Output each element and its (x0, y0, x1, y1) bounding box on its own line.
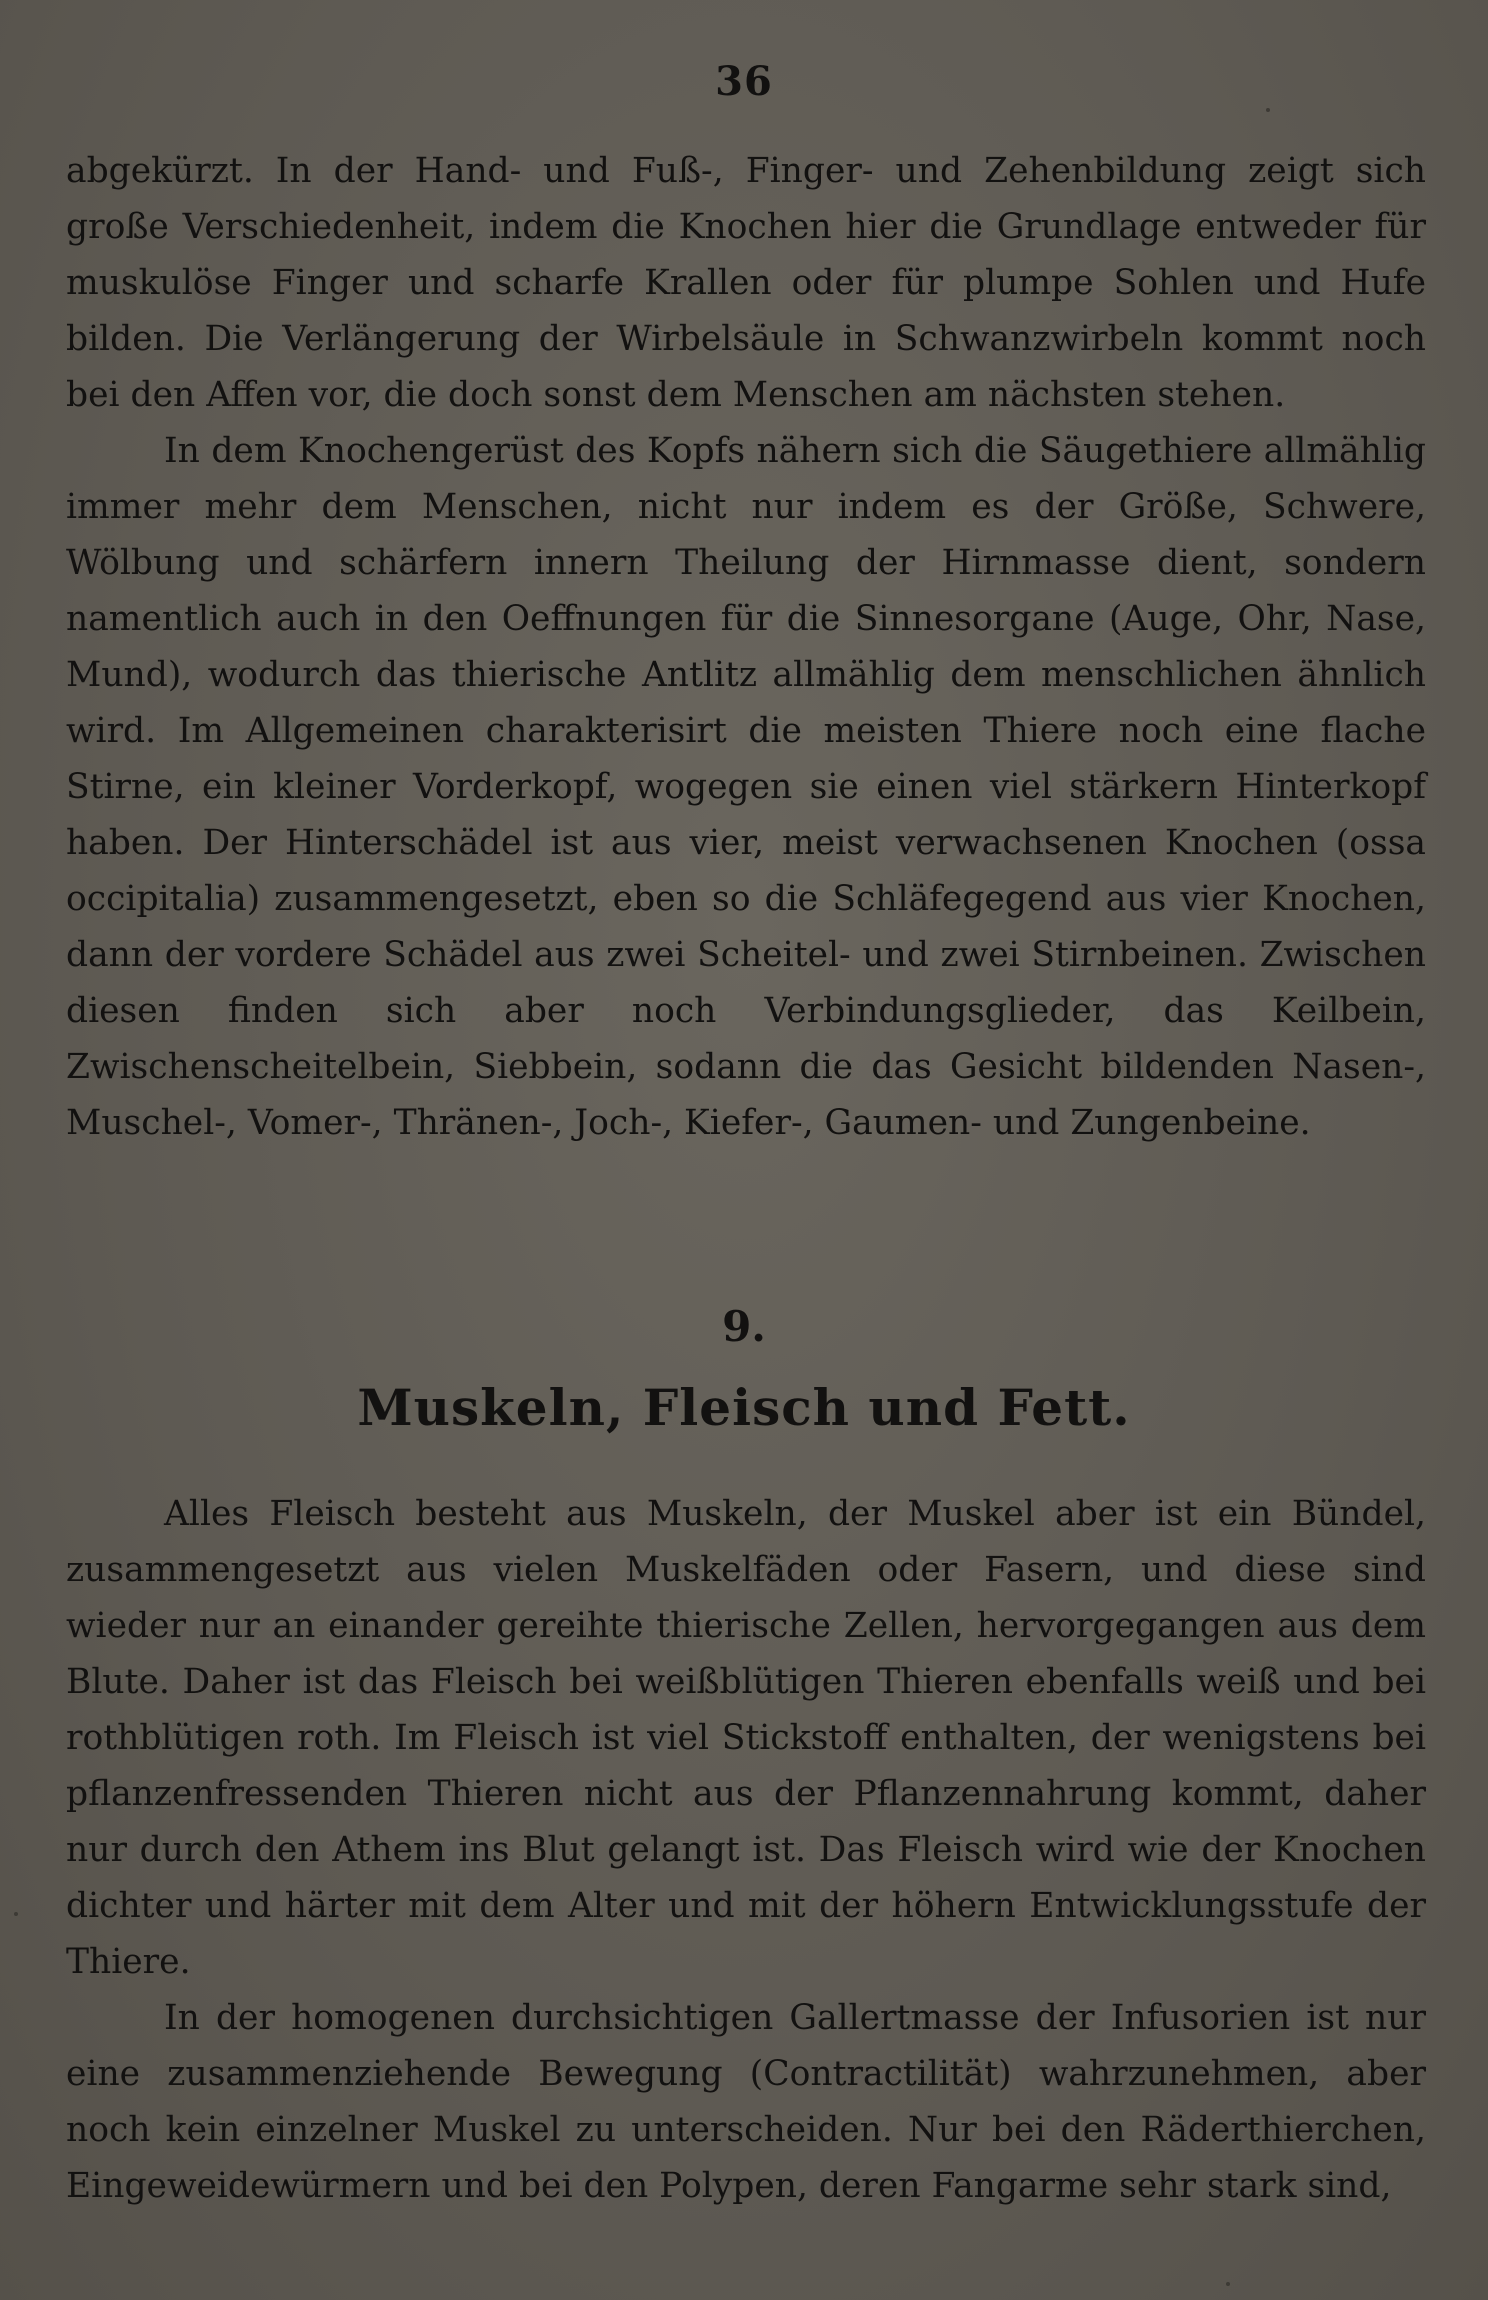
paper-speck (1266, 108, 1270, 112)
page-number: 36 (715, 58, 773, 105)
paper-speck (1226, 2282, 1230, 2286)
section-text (66, 1486, 1426, 2214)
paragraph: In dem Knochengerüst des Kopfs nähern sich die Säugethiere allmählig immer mehr dem Menschen, nicht nur indem es der Größe, Schwere, Wölbung und schärfern innern Theilung der Hirnmasse dient, sondern namentlich auch in den Oeffnungen für die Sinnesorgane (Auge, Ohr, Nase, Mund), wodurch das thierische Antlitz allmählig dem menschlichen ähnlich wird. Im Allgemeinen charakterisirt die meisten Thiere noch eine flache Stirne, ein kleiner Vorderkopf, wogegen sie einen viel stärkern Hinterkopf haben. Der Hinterschädel ist aus vier, meist verwachsenen Knochen (ossa occipitalia) zusammengesetzt, eben so die Schläfegegend aus vier Knochen, dann der vordere Schädel aus zwei Scheitel- und zwei Stirnbeinen. Zwischen diesen finden sich aber noch Verbindungsglieder, das Keilbein, Zwischenscheitelbein, Siebbein, sodann die das Gesicht bildenden Nasen-, Muschel-, Vomer-, Thränen-, Joch-, Kiefer-, Gaumen- und Zungenbeine. (66, 431, 1426, 1143)
section-number: 9. (722, 1302, 766, 1351)
paper-speck (14, 1912, 18, 1916)
paragraph: abgekürzt. In der Hand- und Fuß-, Finger- und Zehenbildung zeigt sich große Verschiedenheit, indem die Knochen hier die Grundlage entweder für muskulöse Finger und scharfe Krallen oder für plumpe Sohlen und Hufe bilden. Die Verlängerung der Wirbelsäule in Schwanzwirbeln kommt noch bei den Affen vor, die doch sonst dem Menschen am nächsten stehen. (66, 151, 1426, 415)
paragraph: Alles Fleisch besteht aus Muskeln, der Muskel aber ist ein Bündel, zusammengesetzt aus vielen Muskelfäden oder Fasern, und diese sind wieder nur an einander gereihte thierische Zellen, hervorgegangen aus dem Blute. Daher ist das Fleisch bei weißblütigen Thieren ebenfalls weiß und bei rothblütigen roth. Im Fleisch ist viel Stickstoff enthalten, der wenigstens bei pflanzenfressenden Thieren nicht aus der Pflanzennahrung kommt, daher nur durch den Athem ins Blut gelangt ist. Das Fleisch wird wie der Knochen dichter und härter mit dem Alter und mit der höhern Entwicklungsstufe der Thiere. (66, 1494, 1426, 1982)
paragraph: In der homogenen durchsichtigen Gallertmasse der Infusorien ist nur eine zusammenziehende Bewegung (Contractilität) wahrzunehmen, aber noch kein einzelner Muskel zu unterscheiden. Nur bei den Räderthierchen, Eingeweidewürmern und bei den Polypen, deren Fangarme sehr stark sind, (66, 1998, 1426, 2206)
continuation-text (66, 143, 1426, 1151)
section-title: Muskeln, Fleisch und Fett. (357, 1378, 1131, 1437)
